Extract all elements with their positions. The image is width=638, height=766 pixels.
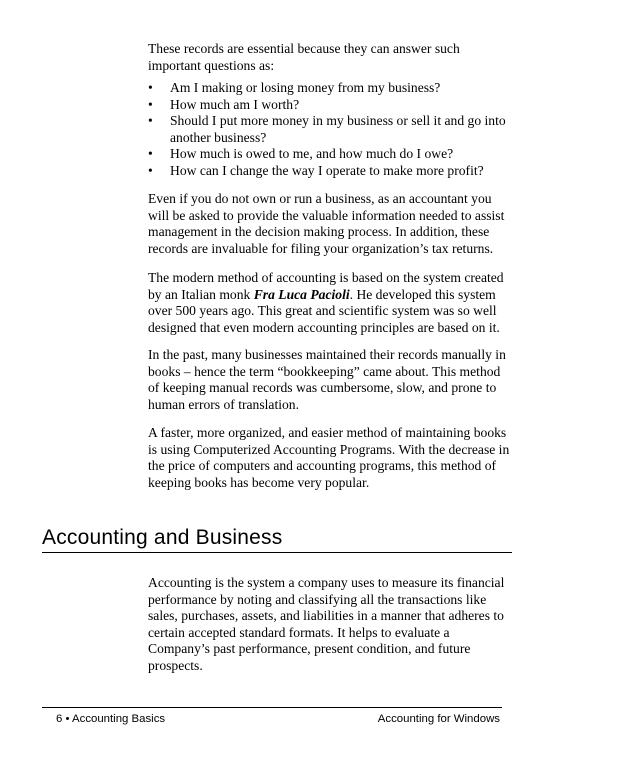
footer-page-label: 6 • Accounting Basics [56, 713, 166, 725]
bullet-icon: • [148, 113, 153, 128]
paragraph-accounting-definition: Accounting is the system a company uses to measure its financial performance by noting and classifying all the transactions like sales, purchases, assets, and liabilities in a manner that adheres to certain accepted standard formats. It helps to evaluate a Company’s past performance, present condition, and future prospects. [148, 575, 505, 673]
list-item [148, 80, 510, 97]
bullet-icon: • [148, 162, 153, 178]
list-item-text: How can I change the way I operate to make more profit? [170, 162, 484, 178]
intro-paragraph: These records are essential because they can answer such important questions as: [148, 41, 460, 73]
page-footer [42, 707, 502, 728]
list-item-text: How much is owed to me, and how much do I owe? [170, 146, 454, 161]
paragraph-modern-method [148, 270, 510, 336]
bullet-icon: • [148, 96, 153, 112]
paragraph-text: . He developed this system over 500 years ago. This great and scientific system was so well designed that even modern accounting principles are based on it. [148, 286, 500, 335]
question-list [148, 80, 510, 179]
list-item [148, 113, 510, 146]
list-item-text: Am I making or losing money from my business? [170, 80, 441, 95]
section-heading: Accounting and Business [42, 525, 512, 553]
list-item-text: Should I put more money in my business or sell it and go into another business? [170, 113, 506, 145]
footer-book-title: Accounting for Windows [377, 713, 500, 725]
paragraph-manual-records: In the past, many businesses maintained their records manually in books – hence the term “bookkeeping” came about. This method of keeping manual records was cumbersome, slow, and prone to human errors of translation. [148, 347, 506, 412]
paragraph-computerized-programs: A faster, more organized, and easier method of maintaining books is using Computerized Accounting Programs. With the decrease in the price of computers and accounting programs, this method of keeping books has become very popular. [148, 425, 510, 490]
emphasized-name: Fra Luca Pacioli [253, 286, 350, 302]
list-item-text: How much am I worth? [170, 96, 300, 112]
list-item [148, 97, 510, 114]
list-item [148, 163, 510, 180]
bullet-icon: • [148, 80, 153, 95]
bullet-icon: • [148, 146, 153, 161]
paragraph-not-owning-business: Even if you do not own or run a business, as an accountant you will be asked to provide the valuable information needed to assist management in the decision making process. In addition, these records are invaluable for filing your organization’s tax returns. [148, 191, 505, 256]
list-item [148, 146, 510, 163]
paragraph-text: The modern method of accounting is based on the system created by an Italian monk [148, 270, 504, 302]
